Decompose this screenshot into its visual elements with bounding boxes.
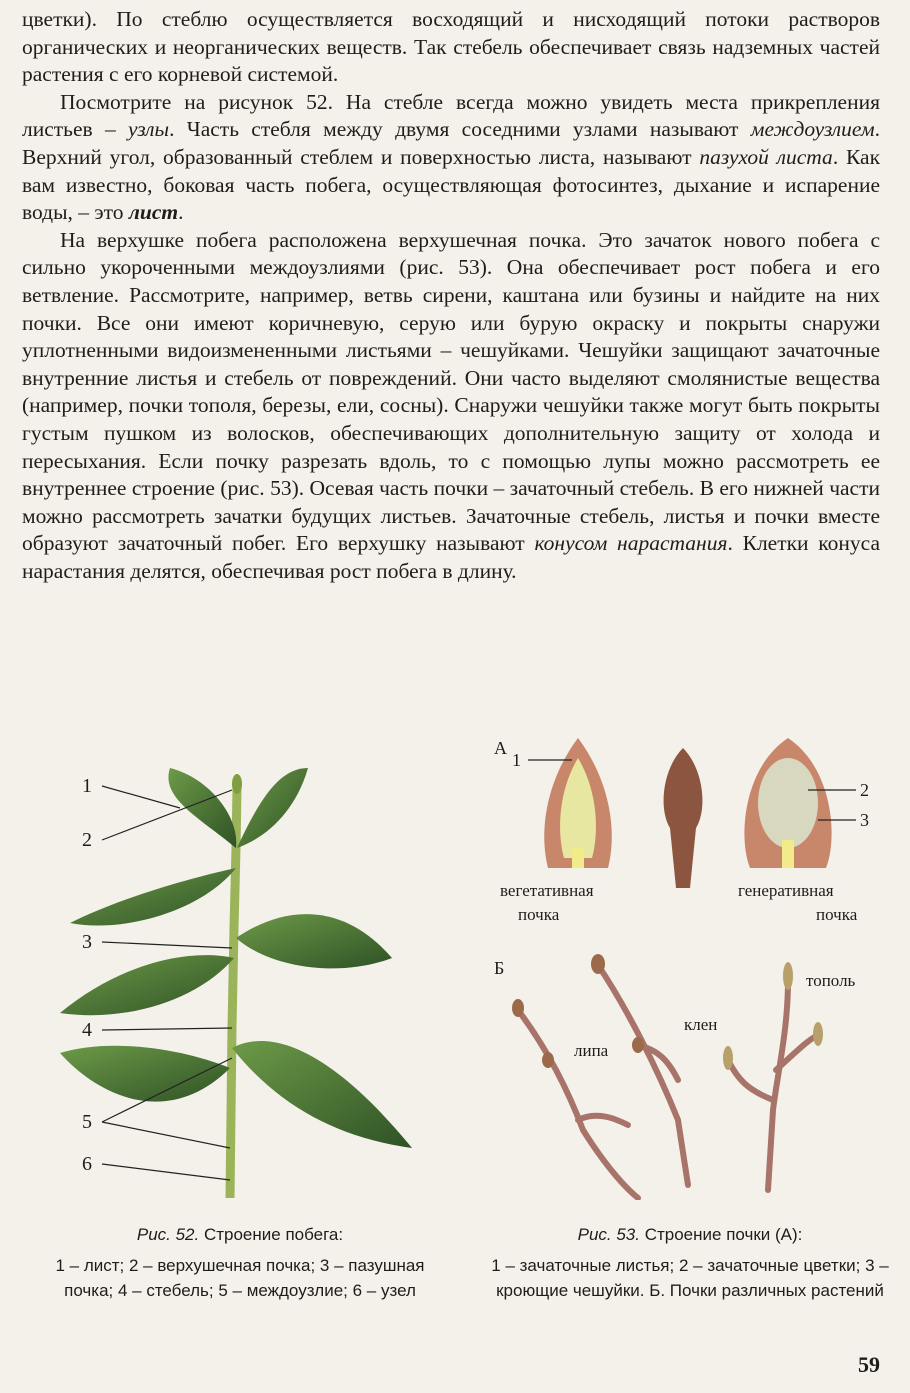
fig53-label-1: 1 bbox=[512, 750, 521, 770]
leaf bbox=[236, 914, 392, 968]
fig53-label-3: 3 bbox=[860, 810, 869, 830]
vegetative-label-1: вегетативная bbox=[500, 881, 594, 900]
fig52-label-6: 6 bbox=[82, 1153, 92, 1175]
fig52-label-4: 4 bbox=[82, 1019, 92, 1041]
panel-b-label: Б bbox=[494, 958, 505, 978]
poplar-twig bbox=[768, 980, 788, 1190]
linden-label: липа bbox=[574, 1041, 609, 1060]
fig52-label-1: 1 bbox=[82, 775, 92, 797]
figure-53-panel-b bbox=[488, 950, 888, 1200]
leaf bbox=[70, 868, 236, 926]
apical-bud bbox=[232, 774, 242, 794]
fig52-label-3: 3 bbox=[82, 931, 92, 953]
figure-53-panel-a bbox=[488, 728, 888, 938]
linden-twig bbox=[518, 1010, 638, 1198]
stem bbox=[230, 788, 237, 1198]
closed-bud bbox=[664, 748, 703, 888]
page-number: 59 bbox=[858, 1352, 880, 1377]
panel-a-label: А bbox=[494, 738, 507, 758]
fig53-label-2: 2 bbox=[860, 780, 869, 800]
leaf bbox=[60, 1046, 230, 1102]
leaf bbox=[60, 955, 234, 1015]
term-leaf-axil: пазухой листа bbox=[699, 144, 833, 169]
generative-label-2: почка bbox=[816, 905, 858, 924]
leaf bbox=[237, 768, 308, 848]
term-internode: междоузлием bbox=[750, 117, 875, 142]
maple-label: клен bbox=[684, 1015, 718, 1034]
term-growth-cone: конусом нарастания bbox=[534, 531, 728, 556]
term-nodes: узлы bbox=[128, 117, 170, 142]
vegetative-label-2: почка bbox=[518, 905, 560, 924]
figure-52-shoot bbox=[40, 728, 440, 1198]
generative-label-1: генеративная bbox=[738, 881, 834, 900]
paragraph-2: Посмотрите на рисунок 52. На стебле всегда можно увидеть места прикрепления листьев – узлы. Часть стебля между двумя соседними узлами называют междоузлием. Верхний угол, образованный стеблем и поверхностью листа, называют пазухой листа. Как вам известно, боковая часть побега, осуществляющая фотосинтез, дыхание и испарение воды, – это лист. bbox=[22, 89, 881, 225]
figure-53-caption: Рис. 53. Строение почки (А): 1 – зачаточные листья; 2 – зачаточные цветки; 3 – кроющие чешуйки. Б. Почки различных растений bbox=[491, 1225, 889, 1300]
paragraph-3: На верхушке побега расположена верхушечная почка. Это зачаток нового побега с сильно укороченными междоузлиями (рис. 53). Она обеспечивает рост побега и его ветвление. Рассмотрите, например, ветвь сирени, каштана или бузины и найдите на них почки. Все они имеют коричневую, серую или бурую окраску и покрыты снаружи уплотненными видоизмененными листьями – чешуйками. Чешуйки защищают зачаточные внутренние листья и стебель от повреждений. Они часто выделяют смолянистые вещества (например, почки тополя, березы, ели, сосны). Снаружи чешуйки также могут быть покрыты густым пушком из волосков, обеспечивающих дополнительную защиту от холода и пересыхания. Если почку разрезать вдоль, то с помощью лупы можно рассмотреть ее внутреннее строение (рис. 53). Осевая часть почки – зачаточный стебель. В его нижней части можно рассмотреть зачатки будущих листьев. Зачаточные стебель, листья и почки вместе образуют зачаточный побег. Его верхушку называют конусом нарастания. Клетки конуса нарастания делятся, обеспечивая рост побега в длину. bbox=[22, 227, 881, 583]
figure-52-caption: Рис. 52. Строение побега: 1 – лист; 2 – верхушечная почка; 3 – пазушная почка; 4 – стебель; 5 – междоузлие; 6 – узел bbox=[55, 1225, 425, 1300]
fig52-label-5: 5 bbox=[82, 1111, 92, 1133]
paragraph-1: цветки). По стеблю осуществляется восходящий и нисходящий потоки растворов органических и неорганических веществ. Так стебель обеспечивает связь надземных частей растения с его корневой системой. bbox=[22, 7, 880, 87]
leaf bbox=[232, 1041, 412, 1148]
body-text bbox=[22, 6, 880, 585]
term-leaf: лист bbox=[128, 200, 179, 225]
fig52-label-2: 2 bbox=[82, 829, 92, 851]
poplar-label: тополь bbox=[806, 971, 856, 990]
